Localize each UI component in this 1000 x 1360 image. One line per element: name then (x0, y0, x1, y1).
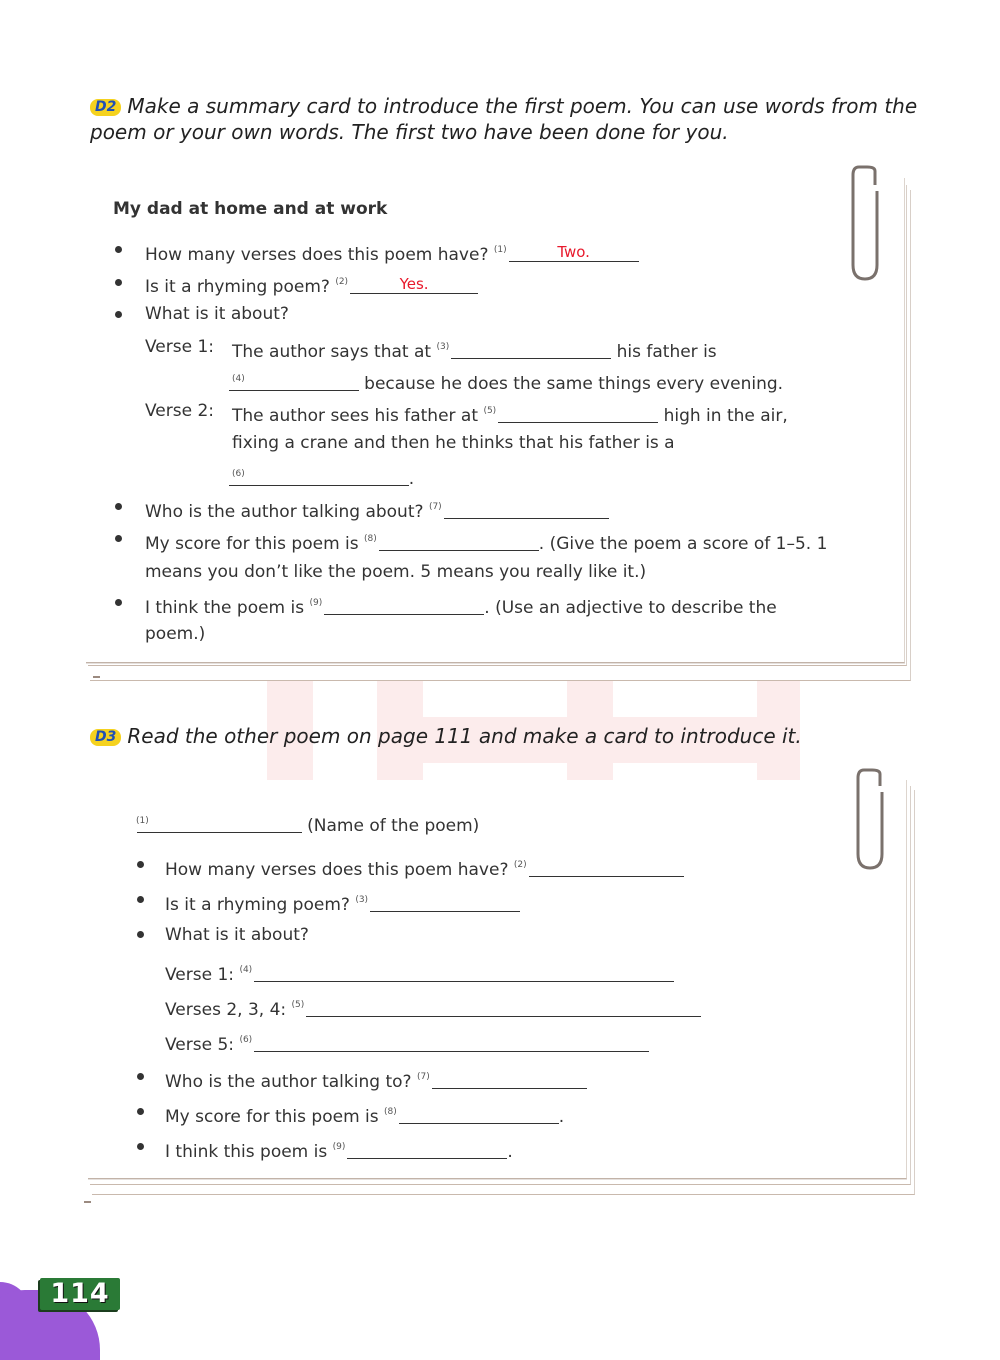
d2-q2-answer: Yes. (399, 275, 429, 293)
d3-q8 (165, 1101, 564, 1128)
d3-q2-text: How many verses does this poem have? (165, 860, 509, 880)
d2-instruction (90, 93, 917, 145)
d3-verses234 (165, 994, 701, 1021)
d3-answer-field-2[interactable] (529, 860, 684, 877)
card-edge-mark (93, 676, 100, 678)
d3-q2-num: (2) (513, 860, 527, 870)
d2-q7 (145, 496, 609, 523)
d2-card-title: My dad at home and at work (113, 199, 388, 219)
d2-verse2-text-a: The author sees his father at (232, 406, 479, 426)
paper-clip-icon (845, 165, 885, 285)
bullet (137, 1108, 144, 1115)
d2-verse2-label: Verse 2: (145, 401, 215, 421)
d2-verse1-line2 (232, 368, 783, 395)
d2-q1-text: How many verses does this poem have? (145, 245, 489, 265)
d2-verse2-num5: (5) (483, 406, 497, 416)
d3-name-label: (Name of the poem) (307, 816, 480, 836)
d2-badge: D2 (90, 99, 121, 116)
d3-num-6: (6) (239, 1035, 253, 1045)
d2-q2-num: (2) (335, 277, 349, 287)
d2-verse1-num4: (4) (232, 374, 245, 384)
d2-q2-text: Is it a rhyming poem? (145, 277, 330, 297)
d3-q3-num: (3) (355, 895, 369, 905)
d3-q3-text: Is it a rhyming poem? (165, 895, 350, 915)
d3-q9-num: (9) (332, 1142, 346, 1152)
d2-q9-after: . (Use an adjective to describe the (484, 598, 777, 618)
d2-verse1-num3: (3) (436, 342, 450, 352)
d3-instruction-text: Read the other poem on page 111 and make a card to introduce it. (127, 724, 802, 748)
d3-verses234-label: Verses 2, 3, 4: (165, 1000, 287, 1020)
d2-q1-num: (1) (493, 245, 507, 255)
d2-instruction-line1: Make a summary card to introduce the first poem. You can use words from the (127, 94, 918, 118)
d2-q9-text: I think the poem is (145, 598, 305, 618)
d3-answer-field-7[interactable] (432, 1072, 587, 1089)
d3-q8-num: (8) (384, 1107, 397, 1117)
bullet (137, 1073, 144, 1080)
d3-answer-field-4[interactable] (254, 965, 674, 982)
card-edge-mark (84, 1201, 91, 1203)
d3-answer-field-8[interactable] (399, 1107, 559, 1124)
d2-q7-text: Who is the author talking about? (145, 502, 424, 522)
d2-verse2-end: . (408, 469, 415, 489)
d3-verse1 (165, 959, 674, 986)
page-number: 114 (40, 1278, 120, 1310)
d3-num-1: (1) (136, 816, 149, 826)
d2-verse2-line3 (232, 463, 414, 490)
d2-verse1-label: Verse 1: (145, 337, 215, 357)
d3-num-5: (5) (291, 1000, 305, 1010)
d2-verse2-line2: fixing a crane and then he thinks that his father is a (232, 433, 675, 453)
d2-answer-field-5[interactable] (498, 406, 658, 423)
d3-q7-num: (7) (416, 1072, 430, 1082)
d2-q7-num: (7) (428, 502, 442, 512)
d2-q1-answer-field[interactable] (509, 245, 639, 262)
d2-q8-after: . (Give the poem a score of 1–5. 1 (538, 534, 828, 554)
d3-instruction (90, 723, 802, 749)
d3-q9-text: I think this poem is (165, 1142, 328, 1162)
d3-q9-after: . (507, 1142, 513, 1162)
d2-q8-num: (8) (364, 534, 377, 544)
bullet (115, 599, 122, 606)
d2-q1 (145, 239, 639, 266)
d3-verse5-label: Verse 5: (165, 1035, 235, 1055)
d2-q9-num: (9) (309, 598, 323, 608)
d3-q7 (165, 1066, 587, 1093)
d2-answer-field-3[interactable] (451, 342, 611, 359)
d2-answer-field-7[interactable] (444, 502, 609, 519)
d3-q3 (165, 889, 520, 916)
bullet (115, 246, 122, 253)
d2-answer-field-9[interactable] (324, 598, 484, 615)
d3-name-row (136, 810, 479, 837)
bullet (137, 931, 144, 938)
d2-verse2-line1 (232, 400, 788, 427)
d3-answer-field-6[interactable] (254, 1035, 649, 1052)
d3-answer-field-3[interactable] (370, 895, 520, 912)
d2-instruction-line2: poem or your own words. The first two have been done for you. (90, 120, 729, 144)
bullet (137, 896, 144, 903)
d3-answer-field-9[interactable] (347, 1142, 507, 1159)
d2-verse2-text-b: high in the air, (663, 406, 788, 426)
d3-q8-after: . (558, 1107, 565, 1127)
d2-q3: What is it about? (145, 304, 289, 324)
d2-q8 (145, 528, 827, 555)
d3-num-4: (4) (239, 965, 253, 975)
d2-q9-line2: poem.) (145, 624, 206, 644)
paper-clip-icon (850, 768, 890, 873)
d3-q8-text: My score for this poem is (165, 1107, 379, 1127)
d2-q8-line2: means you don’t like the poem. 5 means you really like it.) (145, 562, 647, 582)
d2-q8-text: My score for this poem is (145, 534, 359, 554)
d2-q1-answer: Two. (557, 243, 590, 261)
d2-verse1-text-b: his father is (616, 342, 717, 362)
d2-verse2-num6: (6) (232, 469, 245, 479)
d3-q7-text: Who is the author talking to? (165, 1072, 412, 1092)
bullet (137, 861, 144, 868)
d2-q9 (145, 592, 777, 619)
d3-badge: D3 (90, 729, 121, 746)
d3-poem-name-field[interactable] (137, 816, 302, 833)
bullet (115, 279, 122, 286)
d3-verse5 (165, 1029, 649, 1056)
d3-q9 (165, 1136, 513, 1163)
d2-answer-field-8[interactable] (379, 534, 539, 551)
d3-q2 (165, 854, 684, 881)
d3-q-about: What is it about? (165, 925, 309, 945)
bullet (115, 535, 122, 542)
d2-verse1-line1 (232, 336, 717, 363)
d2-q2 (145, 271, 478, 298)
d3-answer-field-5[interactable] (306, 1000, 701, 1017)
d2-verse1-text-c: because he does the same things every evening. (364, 374, 784, 394)
d2-answer-field-6[interactable] (229, 469, 409, 486)
d2-answer-field-4[interactable] (229, 374, 359, 391)
bullet (137, 1143, 144, 1150)
d2-q2-answer-field[interactable] (350, 277, 478, 294)
d3-verse1-label: Verse 1: (165, 965, 235, 985)
bullet (115, 503, 122, 510)
bullet (115, 311, 122, 318)
d2-verse1-text-a: The author says that at (232, 342, 432, 362)
